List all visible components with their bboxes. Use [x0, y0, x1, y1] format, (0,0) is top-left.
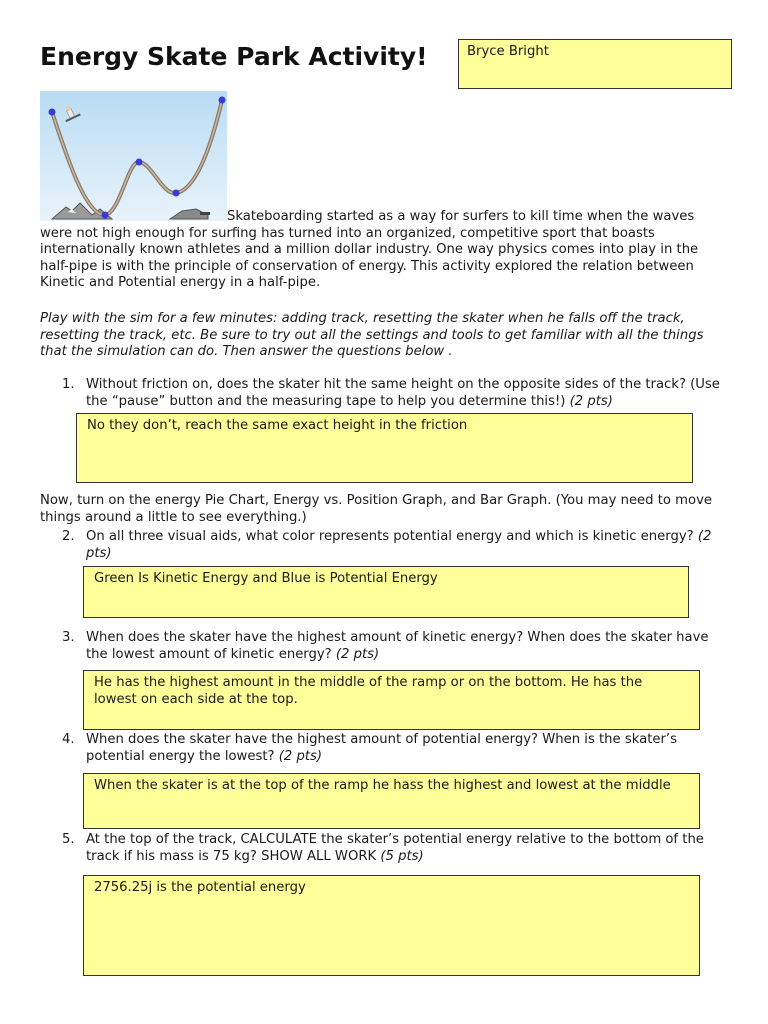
answer-text: He has the highest amount in the middle of the ramp or on the bottom. He has the lowest on each side at the top. [94, 675, 643, 707]
question-text: When does the skater have the highest amount of potential energy? When is the skater’s potential energy the lowest? (2 pts) [86, 732, 677, 764]
question-number: 3. [62, 630, 75, 645]
question-number: 2. [62, 529, 75, 544]
question-number: 4. [62, 732, 75, 747]
question-text: On all three visual aids, what color represents potential energy and which is kinetic energy? (2 pts) [86, 529, 712, 561]
answer-box-4[interactable] [83, 773, 700, 829]
intro-first-line: Skateboarding started as a way for surfers to kill time when the waves [227, 209, 695, 224]
skate-park-simulation-image [40, 91, 227, 221]
question-1 [62, 377, 730, 410]
student-name: Bryce Bright [467, 44, 549, 59]
half-pipe-illustration [40, 91, 227, 221]
answer-text: 2756.25j is the potential energy [94, 880, 306, 895]
answer-box-5[interactable] [83, 875, 700, 976]
answer-box-3[interactable] [83, 670, 700, 730]
answer-text: Green Is Kinetic Energy and Blue is Potential Energy [94, 571, 438, 586]
question-3 [62, 630, 730, 663]
instructions-paragraph: Play with the sim for a few minutes: adding track, resetting the skater when he falls off the track, resetting the track, etc. Be sure to try out all the settings and tools to get familiar with all the things that the simulation can do. Then answer the questions below . [40, 311, 704, 359]
question-number: 1. [62, 377, 75, 392]
question-2 [62, 529, 730, 562]
question-number: 5. [62, 832, 75, 847]
question-text: Without friction on, does the skater hit the same height on the opposite sides of the track? (Use the “pause” button and the measuring tape to help you determine this!) (2 pts) [86, 377, 720, 409]
student-name-box[interactable] [458, 39, 732, 89]
question-4 [62, 732, 730, 765]
question-5 [62, 832, 730, 865]
question-text: When does the skater have the highest amount of kinetic energy? When does the skater have the lowest amount of kinetic energy? (2 pts) [86, 630, 709, 662]
intro-rest: were not high enough for surfing has turned into an organized, competitive sport that boasts internationally known athletes and a million dollar industry. One way physics comes into play in the half-pipe is with the principle of conservation of energy. This activity explored the relation between Kinetic and Potential energy in a half-pipe. [40, 225, 699, 290]
question-text: At the top of the track, CALCULATE the skater’s potential energy relative to the bottom of the track if his mass is 75 kg? SHOW ALL WORK (5 pts) [86, 832, 704, 864]
answer-text: When the skater is at the top of the ramp he hass the highest and lowest at the middle [94, 778, 671, 793]
energy-graphs-instruction: Now, turn on the energy Pie Chart, Energy vs. Position Graph, and Bar Graph. (You may need to move things around a little to see everything.) [40, 493, 712, 525]
intro-paragraph [40, 209, 730, 292]
page-title: Energy Skate Park Activity! [40, 42, 428, 71]
answer-box-2[interactable] [83, 566, 689, 618]
answer-box-1[interactable] [76, 413, 693, 483]
answer-text: No they don’t, reach the same exact height in the friction [87, 418, 468, 433]
